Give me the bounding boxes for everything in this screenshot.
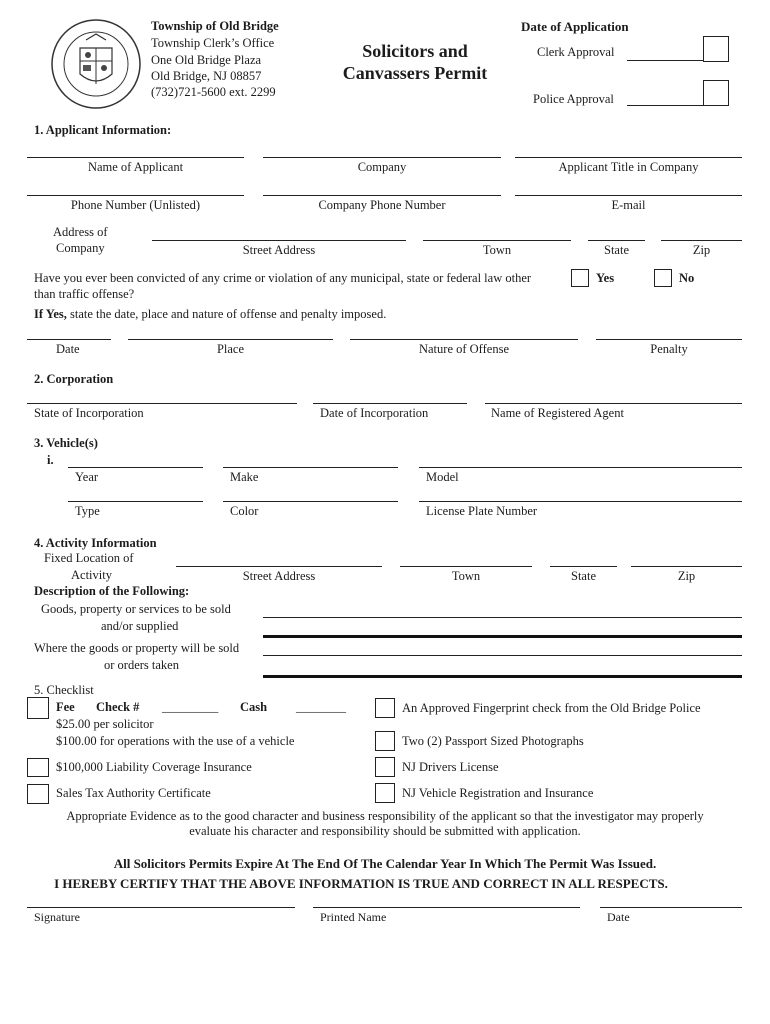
activity-street-label: Street Address xyxy=(242,569,316,583)
goods-label1: Goods, property or services to be sold xyxy=(41,602,231,616)
year-label: Year xyxy=(75,470,99,484)
sign-date-label: Date xyxy=(607,910,630,924)
email-field[interactable] xyxy=(515,195,742,196)
printed-name-label: Printed Name xyxy=(320,910,387,924)
phone-label: Phone Number (Unlisted) xyxy=(70,198,201,212)
fee-vehicle: $100.00 for operations with the use of a vehicle xyxy=(56,734,295,748)
section4-heading: 4. Activity Information xyxy=(34,536,157,550)
activity-state-label: State xyxy=(571,569,596,583)
make-label: Make xyxy=(230,470,259,484)
color-label: Color xyxy=(230,504,259,518)
activity-zip-label: Zip xyxy=(677,569,696,583)
township-seal xyxy=(50,18,142,110)
clerk-approval-label: Clerk Approval xyxy=(537,45,615,59)
where-label1: Where the goods or property will be sold xyxy=(34,641,240,655)
vehicle-plate-field[interactable] xyxy=(419,501,742,502)
type-label: Type xyxy=(75,504,100,518)
certification-statement: I HEREBY CERTIFY THAT THE ABOVE INFORMATION IS TRUE AND CORRECT IN ALL RESPECTS. xyxy=(54,876,668,891)
place-label: Place xyxy=(216,342,245,356)
clerk-approval-line xyxy=(627,60,704,61)
model-label: Model xyxy=(426,470,459,484)
vehicle-make-field[interactable] xyxy=(223,467,398,468)
goods-rule xyxy=(263,635,742,638)
town-label: Town xyxy=(482,243,512,257)
activity-street-field[interactable] xyxy=(176,566,382,567)
cash-blank[interactable]: ________ xyxy=(296,700,346,714)
title-line2: Canvassers Permit xyxy=(342,63,488,83)
activity-town-field[interactable] xyxy=(400,566,532,567)
sign-date-field[interactable] xyxy=(600,907,742,908)
street-address-label: Street Address xyxy=(242,243,316,257)
title-line1: Solicitors and xyxy=(362,41,468,61)
vehicle-type-field[interactable] xyxy=(68,501,203,502)
conviction-yes-checkbox[interactable] xyxy=(571,269,589,287)
address-line2: Old Bridge, NJ 08857 xyxy=(151,69,262,83)
agent-label: Name of Registered Agent xyxy=(491,406,624,420)
company-zip-field[interactable] xyxy=(661,240,742,241)
where-field[interactable] xyxy=(263,655,742,656)
offense-nature-field[interactable] xyxy=(350,339,578,340)
company-phone-label: Company Phone Number xyxy=(318,198,446,212)
activity-state-field[interactable] xyxy=(550,566,617,567)
email-label: E-mail xyxy=(611,198,646,212)
applicant-title-label: Applicant Title in Company xyxy=(558,160,699,174)
signature-label: Signature xyxy=(34,910,80,924)
fee-solicitor: $25.00 per solicitor xyxy=(56,717,154,731)
yes-label: Yes xyxy=(596,271,615,285)
company-town-field[interactable] xyxy=(423,240,571,241)
company-phone-field[interactable] xyxy=(263,195,501,196)
offense-penalty-field[interactable] xyxy=(596,339,742,340)
section5-heading: 5. Checklist xyxy=(34,683,94,697)
conviction-no-checkbox[interactable] xyxy=(654,269,672,287)
office-name: Township Clerk’s Office xyxy=(151,36,275,50)
sales-tax-checkbox[interactable] xyxy=(27,784,49,804)
plate-label: License Plate Number xyxy=(426,504,538,518)
fixed-location-label2: Activity xyxy=(71,568,112,582)
applicant-title-field[interactable] xyxy=(515,157,742,158)
fee-label: Fee xyxy=(56,700,75,714)
where-label2: or orders taken xyxy=(104,658,179,672)
date-of-application-label: Date of Application xyxy=(521,19,629,34)
date-label: Date xyxy=(56,342,80,356)
evidence-line2: evaluate his character and responsibility should be submitted with application. xyxy=(189,824,581,838)
fingerprint-label: An Approved Fingerprint check from the Old Bridge Police xyxy=(402,701,701,715)
address-line1: One Old Bridge Plaza xyxy=(151,53,262,67)
clerk-approval-box[interactable] xyxy=(703,36,729,62)
company-state-field[interactable] xyxy=(588,240,645,241)
date-inc-label: Date of Incorporation xyxy=(320,406,429,420)
company-street-field[interactable] xyxy=(152,240,406,241)
license-checkbox[interactable] xyxy=(375,757,395,777)
name-of-applicant-label: Name of Applicant xyxy=(87,160,184,174)
vehicle-item-label: i. xyxy=(47,453,54,467)
date-inc-field[interactable] xyxy=(313,403,467,404)
phone-field[interactable] xyxy=(27,195,244,196)
check-number-blank[interactable]: _________ xyxy=(162,700,219,714)
phone: (732)721-5600 ext. 2299 xyxy=(151,85,276,99)
activity-town-label: Town xyxy=(451,569,481,583)
signature-field[interactable] xyxy=(27,907,295,908)
vehicle-model-field[interactable] xyxy=(419,467,742,468)
if-yes-rest: state the date, place and nature of offense and penalty imposed. xyxy=(66,307,387,321)
state-inc-label: State of Incorporation xyxy=(34,406,144,420)
company-field[interactable] xyxy=(263,157,501,158)
printed-name-field[interactable] xyxy=(313,907,580,908)
if-yes-instruction xyxy=(34,307,386,322)
section3-heading: 3. Vehicle(s) xyxy=(34,436,98,450)
police-approval-box[interactable] xyxy=(703,80,729,106)
where-rule xyxy=(263,675,742,678)
conviction-question-line2: than traffic offense? xyxy=(34,287,135,301)
check-label: Check # xyxy=(96,700,140,714)
liability-checkbox[interactable] xyxy=(27,758,49,777)
section2-heading: 2. Corporation xyxy=(34,372,114,386)
cash-label: Cash xyxy=(240,700,268,714)
nature-label: Nature of Offense xyxy=(418,342,509,356)
fee-checkbox[interactable] xyxy=(27,697,49,719)
no-label: No xyxy=(679,271,695,285)
zip-label: Zip xyxy=(692,243,711,257)
police-approval-line xyxy=(627,105,704,106)
conviction-question-line1: Have you ever been convicted of any crime or violation of any municipal, state or federal law other xyxy=(34,271,532,285)
goods-field[interactable] xyxy=(263,617,742,618)
state-inc-field[interactable] xyxy=(27,403,297,404)
org-name: Township of Old Bridge xyxy=(151,19,279,33)
sales-tax-label: Sales Tax Authority Certificate xyxy=(56,786,211,800)
offense-date-field[interactable] xyxy=(27,339,111,340)
evidence-line1: Appropriate Evidence as to the good character and business responsibility of the applicant so that the investigator may properly xyxy=(66,809,704,823)
vehicle-year-field[interactable] xyxy=(68,467,203,468)
company-label: Company xyxy=(357,160,407,174)
address-of-label: Address of xyxy=(53,225,108,239)
vehicle-color-field[interactable] xyxy=(223,501,398,502)
agent-field[interactable] xyxy=(485,403,742,404)
offense-place-field[interactable] xyxy=(128,339,333,340)
registration-label: NJ Vehicle Registration and Insurance xyxy=(402,786,594,800)
goods-label2: and/or supplied xyxy=(101,619,179,633)
liability-label: $100,000 Liability Coverage Insurance xyxy=(56,760,252,774)
section1-heading: 1. Applicant Information: xyxy=(34,123,172,137)
registration-checkbox[interactable] xyxy=(375,783,395,803)
fingerprint-checkbox[interactable] xyxy=(375,698,395,718)
description-heading: Description of the Following: xyxy=(34,584,190,598)
penalty-label: Penalty xyxy=(650,342,688,356)
photos-checkbox[interactable] xyxy=(375,731,395,751)
license-label: NJ Drivers License xyxy=(402,760,499,774)
activity-zip-field[interactable] xyxy=(631,566,742,567)
expiration-notice: All Solicitors Permits Expire At The End Of The Calendar Year In Which The Permit Was Issued. xyxy=(113,856,657,871)
photos-label: Two (2) Passport Sized Photographs xyxy=(402,734,584,748)
company-word-label: Company xyxy=(56,241,105,255)
state-label: State xyxy=(604,243,629,257)
if-yes-bold: If Yes, xyxy=(34,307,67,321)
police-approval-label: Police Approval xyxy=(533,92,614,106)
fixed-location-label1: Fixed Location of xyxy=(44,551,134,565)
applicant-name-field[interactable] xyxy=(27,157,244,158)
